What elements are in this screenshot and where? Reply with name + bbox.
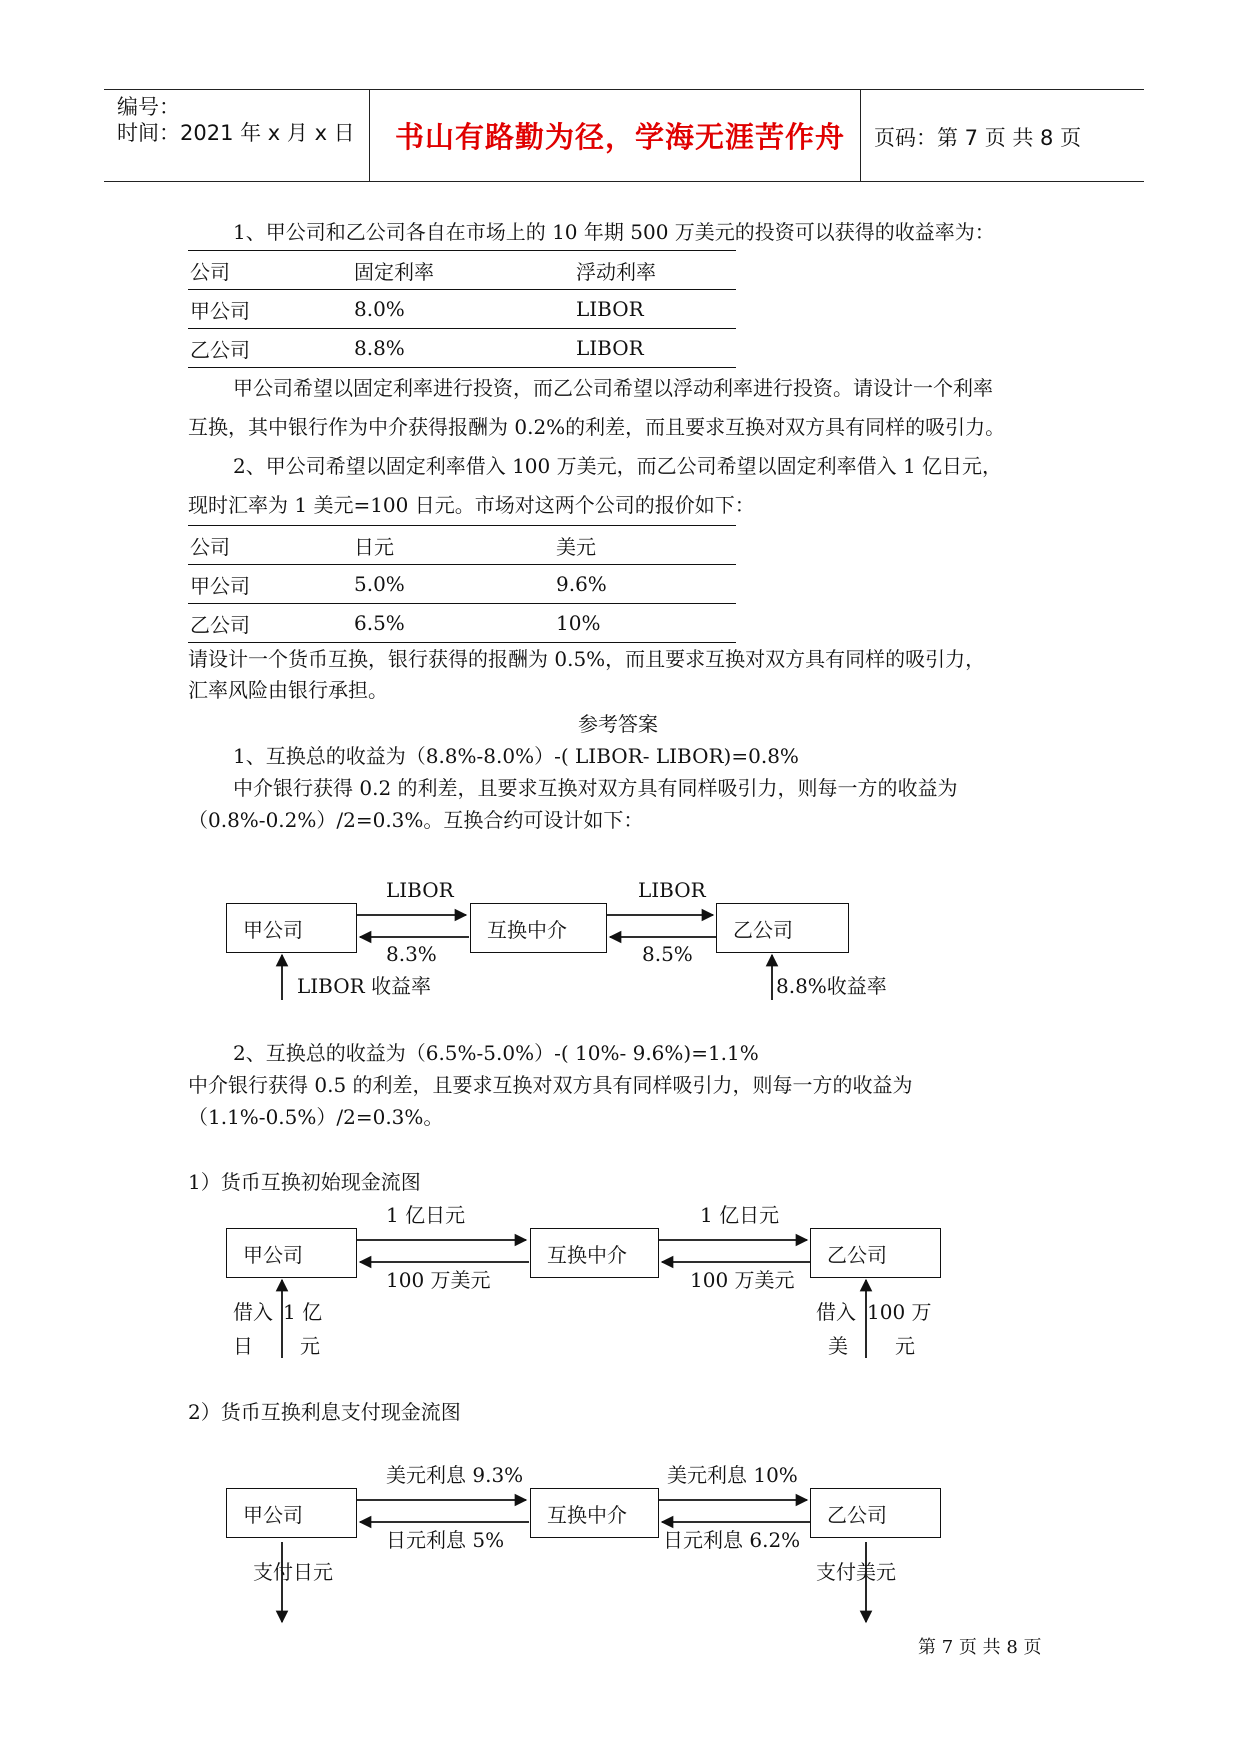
d3-outflow-right-label: 支付美元: [816, 1560, 896, 1584]
d3-top-left-label: 美元利息 9.3%: [386, 1463, 524, 1487]
d2-bottom-right-label: 100 万美元: [690, 1268, 795, 1292]
footer-page-number: 第 7 页 共 8 页: [918, 1637, 1042, 1658]
d3-outflow-left-label: 支付日元: [253, 1560, 333, 1584]
table-cell: 乙公司: [188, 329, 352, 368]
d2-inflow-left-1: 借入: [233, 1300, 273, 1324]
d1-inflow-left-label: LIBOR 收益率: [297, 974, 432, 998]
header-time-label: 时间：2021 年 x 月 x 日: [117, 121, 355, 145]
table-header-cell: 公司: [188, 526, 352, 565]
header-number-label: 编号：: [117, 95, 180, 119]
table-header-cell: 日元: [352, 526, 554, 565]
d1-box-intermediary: 互换中介: [470, 903, 607, 953]
d1-inflow-right-label: 8.8%收益率: [776, 974, 887, 998]
d3-box-company-b: 乙公司: [810, 1488, 941, 1538]
d2-top-right-label: 1 亿日元: [700, 1203, 780, 1227]
d2-top-left-label: 1 亿日元: [386, 1203, 466, 1227]
d3-box-intermediary: 互换中介: [530, 1488, 659, 1538]
q1-desc-line2: 互换，其中银行作为中介获得报酬为 0.2%的利差，而且要求互换对双方具有同样的吸引力。: [188, 415, 1006, 439]
table-cell: 甲公司: [188, 290, 352, 329]
answer-2-line2: 中介银行获得 0.5 的利差，且要求互换对双方具有同样吸引力，则每一方的收益为: [188, 1073, 913, 1097]
header-motto: 书山有路勤为径，学海无涯苦作舟: [395, 120, 846, 154]
answer-2-line3: （1.1%-0.5%）/2=0.3%。: [188, 1105, 444, 1129]
table-header-cell: 固定利率: [352, 251, 574, 290]
d2-inflow-right-1: 借入: [816, 1300, 856, 1324]
table-cell: LIBOR: [574, 290, 736, 329]
table-cell: 8.8%: [352, 329, 574, 368]
table-header-cell: 公司: [188, 251, 352, 290]
table-cell: 6.5%: [352, 604, 554, 643]
d2-inflow-left-2: 1 亿: [283, 1300, 323, 1324]
d2-bottom-left-label: 100 万美元: [386, 1268, 491, 1292]
table-cell: 乙公司: [188, 604, 352, 643]
table-header-cell: 浮动利率: [574, 251, 736, 290]
d3-top-right-label: 美元利息 10%: [667, 1463, 798, 1487]
d2-inflow-right-3: 美: [828, 1334, 848, 1358]
d1-bottom-right-label: 8.5%: [642, 942, 693, 966]
d2-box-company-a: 甲公司: [226, 1228, 357, 1278]
q2-desc-line2: 汇率风险由银行承担。: [188, 678, 388, 702]
table-cell: 10%: [554, 604, 736, 643]
d1-top-right-label: LIBOR: [638, 878, 706, 902]
d1-top-left-label: LIBOR: [386, 878, 454, 902]
header-page-label: 页码：第 7 页 共 8 页: [874, 126, 1082, 150]
d3-bottom-right-label: 日元利息 6.2%: [663, 1528, 801, 1552]
answer-1-line2: 中介银行获得 0.2 的利差，且要求互换对双方具有同样吸引力，则每一方的收益为: [233, 776, 958, 800]
table-cell: 甲公司: [188, 565, 352, 604]
d1-box-company-a: 甲公司: [226, 903, 357, 953]
answer-2-line1: 2、互换总的收益为（6.5%-5.0%）-( 10%- 9.6%)=1.1%: [233, 1041, 759, 1065]
d2-box-intermediary: 互换中介: [530, 1228, 659, 1278]
table-cell: 9.6%: [554, 565, 736, 604]
table-header-cell: 美元: [554, 526, 736, 565]
d3-box-company-a: 甲公司: [226, 1488, 357, 1538]
answer-title: 参考答案: [578, 712, 658, 736]
q2-intro-line2: 现时汇率为 1 美元=100 日元。市场对这两个公司的报价如下：: [188, 493, 755, 517]
d1-box-company-b: 乙公司: [716, 903, 849, 953]
d2-caption: 1）货币互换初始现金流图: [188, 1170, 421, 1194]
d2-inflow-left-4: 元: [300, 1334, 320, 1358]
table-cell: 8.0%: [352, 290, 574, 329]
d2-inflow-right-2: 100 万: [867, 1300, 932, 1324]
d2-inflow-left-3: 日: [233, 1334, 253, 1358]
table-cell: LIBOR: [574, 329, 736, 368]
d2-inflow-right-4: 元: [895, 1334, 915, 1358]
q2-desc-line1: 请设计一个货币互换，银行获得的报酬为 0.5%，而且要求互换对双方具有同样的吸引力，: [188, 647, 986, 671]
answer-1-line1: 1、互换总的收益为（8.8%-8.0%）-( LIBOR- LIBOR)=0.8%: [233, 744, 799, 768]
d1-bottom-left-label: 8.3%: [386, 942, 437, 966]
d2-box-company-b: 乙公司: [810, 1228, 941, 1278]
table-cell: 5.0%: [352, 565, 554, 604]
q2-intro-line1: 2、甲公司希望以固定利率借入 100 万美元，而乙公司希望以固定利率借入 1 亿日元，: [233, 454, 1003, 478]
q1-intro: 1、甲公司和乙公司各自在市场上的 10 年期 500 万美元的投资可以获得的收益率为：: [233, 220, 995, 244]
q1-desc-line1: 甲公司希望以固定利率进行投资，而乙公司希望以浮动利率进行投资。请设计一个利率: [233, 376, 993, 400]
answer-1-line3: （0.8%-0.2%）/2=0.3%。互换合约可设计如下：: [188, 808, 644, 832]
d3-bottom-left-label: 日元利息 5%: [386, 1528, 505, 1552]
d3-caption: 2）货币互换利息支付现金流图: [188, 1400, 461, 1424]
